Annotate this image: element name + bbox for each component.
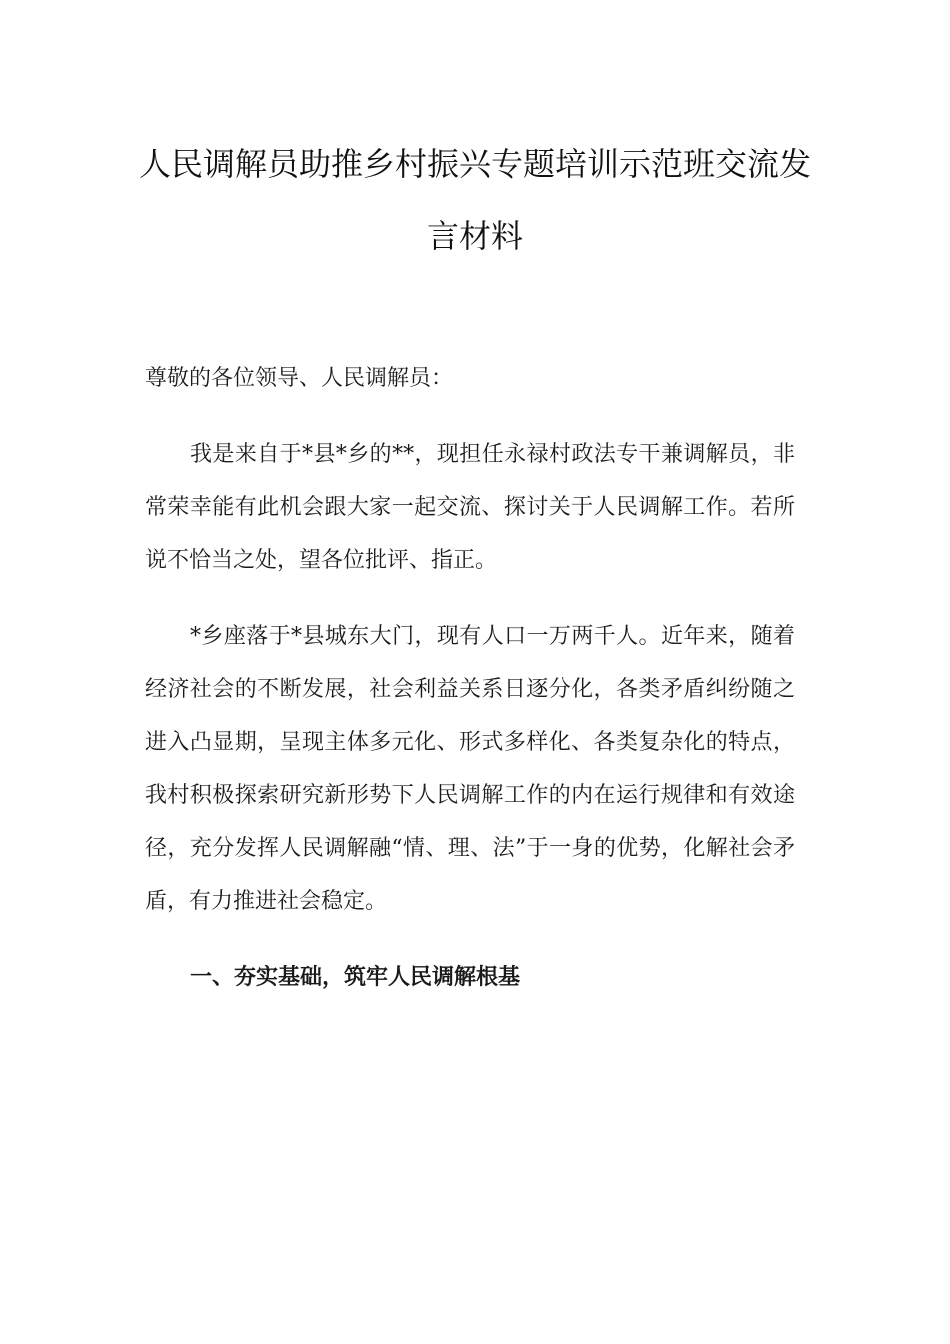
salutation: 尊敬的各位领导、人民调解员：	[145, 366, 454, 391]
paragraph-background: *乡座落于*县城东大门，现有人口一万两千人。近年来，随着经济社会的不断发展，社会利益关系日逐分化，各类矛盾纠纷随之进入凸显期，呈现主体多元化、形式多样化、各类复杂化的特点，我村积极探索研究新形势下人民调解工作的内在运行规律和有效途径，充分发挥人民调解融“情、理、法”于一身的优势，化解社会矛盾，有力推进社会稳定。	[145, 624, 795, 914]
paragraph-intro: 我是来自于*县*乡的**，现担任永禄村政法专干兼调解员，非常荣幸能有此机会跟大家一起交流、探讨关于人民调解工作。若所说不恰当之处，望各位批评、指正。	[145, 442, 795, 573]
document-title: 人民调解员助推乡村振兴专题培训示范班交流发言材料	[138, 145, 811, 255]
document-body	[145, 352, 795, 1027]
section-heading: 一、夯实基础，筑牢人民调解根基	[190, 965, 521, 990]
